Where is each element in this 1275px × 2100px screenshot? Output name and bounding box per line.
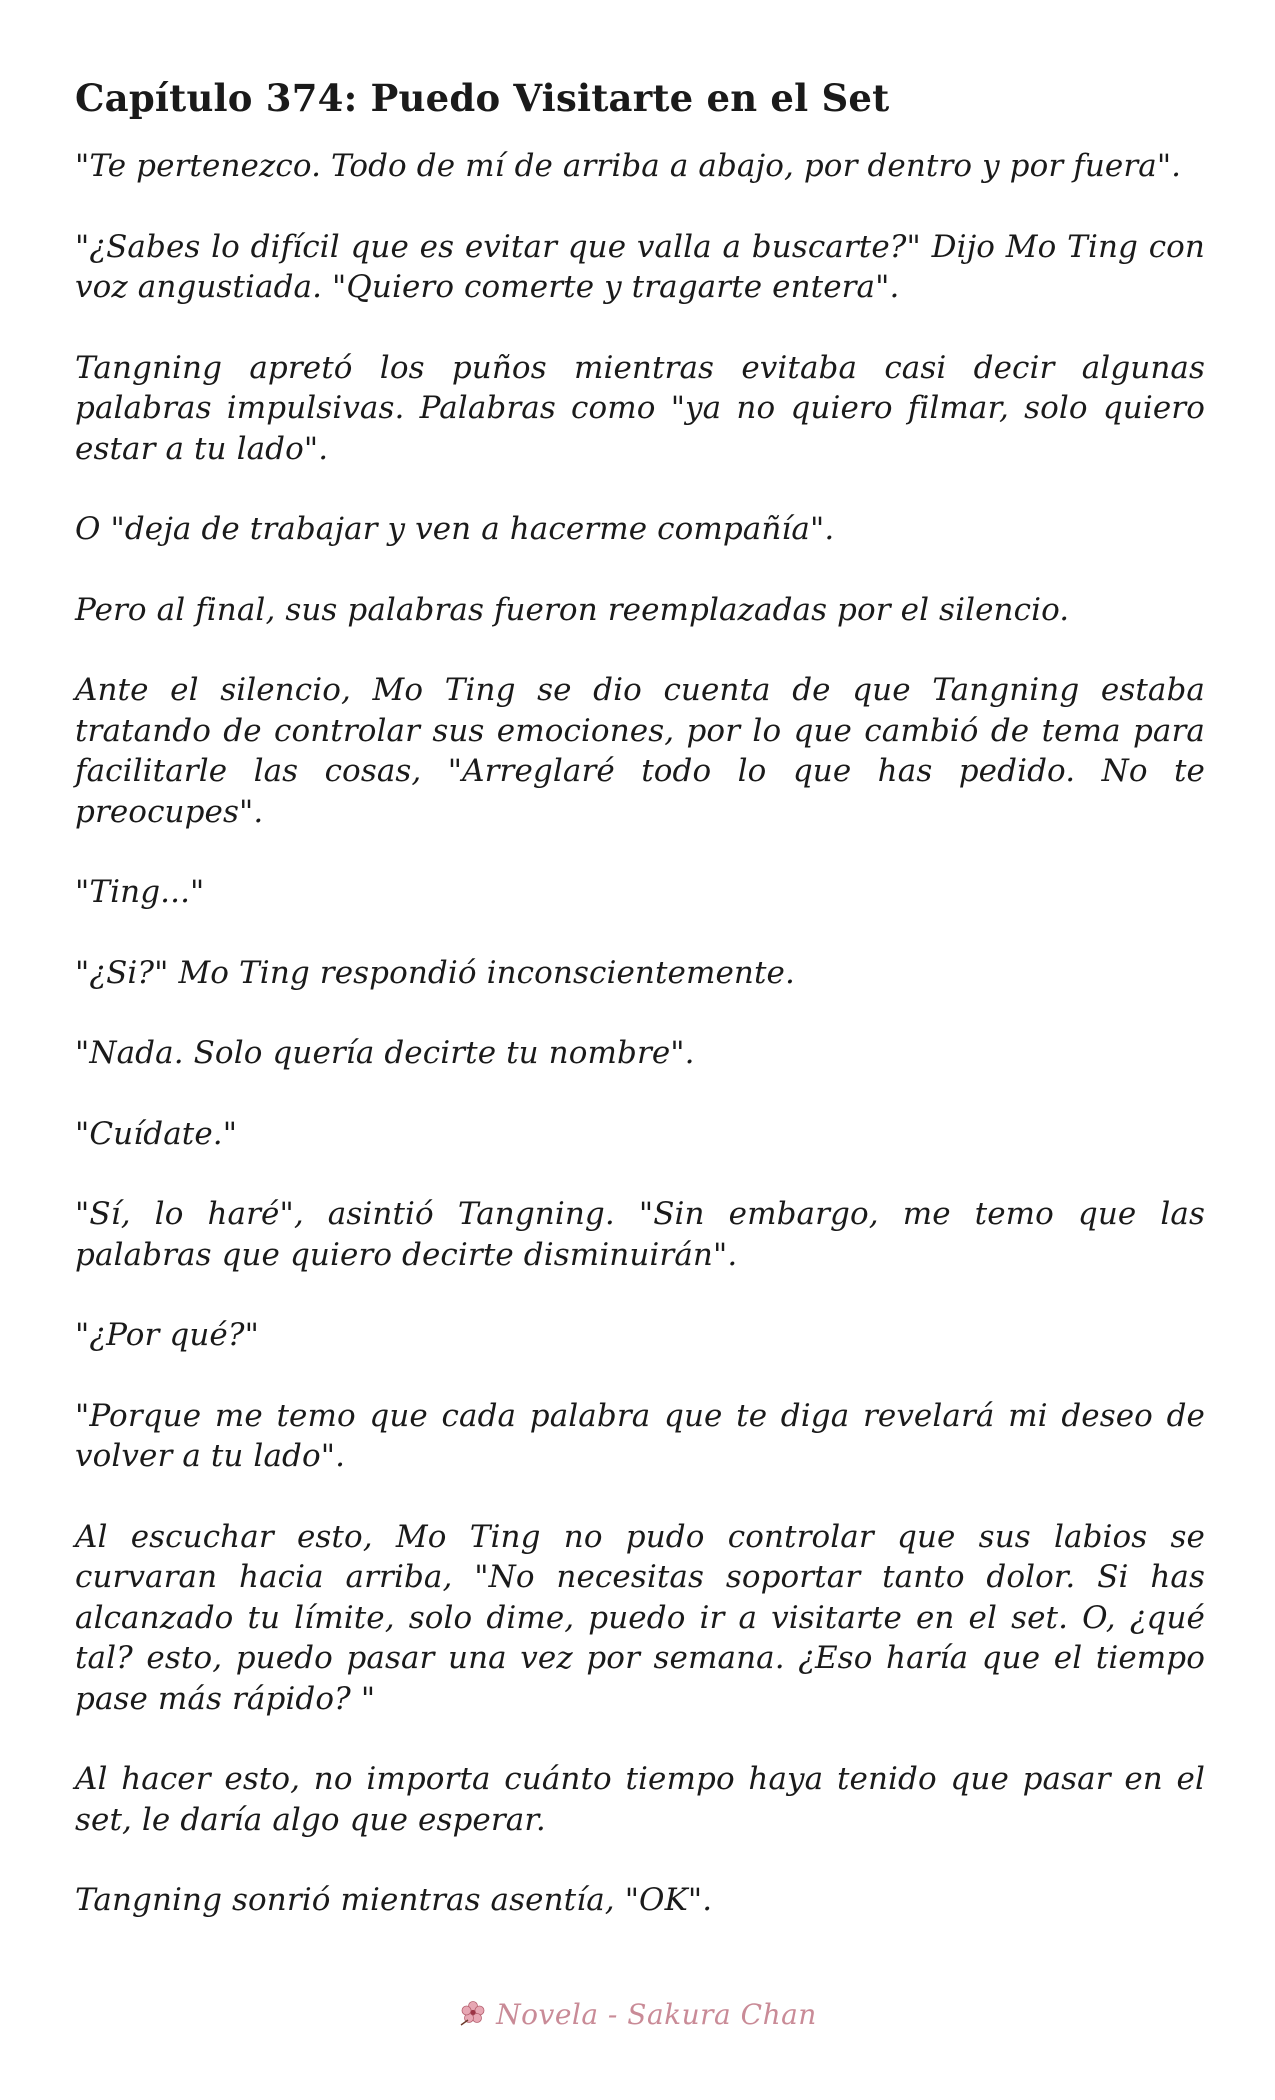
paragraph: Tangning sonrió mientras asentía, "OK". [75,1882,713,1918]
paragraph: O "deja de trabajar y ven a hacerme compañía". [75,511,835,547]
paragraph: "¿Por qué?" [75,1317,259,1353]
paragraph: "Nada. Solo quería decirte tu nombre". [75,1035,695,1071]
paragraph: "Cuídate." [75,1115,238,1152]
paragraph: Al hacer esto, no importa cuánto tiempo haya tenido que pasar en el set, le daría algo que esperar. [75,1761,1205,1838]
paragraph: Al escuchar esto, Mo Ting no pudo controlar que sus labios se curvaran hacia arriba, "No necesitas soportar tanto dolor. Si has alcanzado tu límite, solo dime, puedo ir a visitarte en el set. O, ¿qué tal? esto, puedo pasar una vez por semana. ¿Eso haría que el tiempo pase más rápido? " [75,1518,1205,1717]
paragraph: "Sí, lo haré", asintió Tangning. "Sin embargo, me temo que las palabras que quiero decirte disminuirán". [75,1196,1205,1273]
paragraph: Pero al final, sus palabras fueron reemplazadas por el silencio. [75,591,1070,628]
paragraph: "Ting..." [75,874,205,910]
paragraph: "Porque me temo que cada palabra que te diga revelará mi deseo de volver a tu lado". [75,1397,1205,1474]
watermark [0,1998,1275,2031]
chapter-title: Capítulo 374: Puedo Visitarte en el Set [75,76,890,120]
paragraph: Ante el silencio, Mo Ting se dio cuenta de que Tangning estaba tratando de controlar sus emociones, por lo que cambió de tema para facilitarle las cosas, "Arreglaré todo lo que has pedido. No te preocupes". [75,672,1205,830]
paragraph: Tangning apretó los puños mientras evitaba casi decir algunas palabras impulsivas. Palabras como "ya no quiero filmar, solo quiero estar a tu lado". [75,349,1205,467]
watermark-text: Novela - Sakura Chan [496,1998,817,2031]
paragraph: "Te pertenezco. Todo de mí de arriba a abajo, por dentro y por fuera". [75,148,1182,184]
chapter-page [75,68,1205,1961]
chapter-body [75,146,1205,1921]
paragraph: "¿Sabes lo difícil que es evitar que valla a buscarte?" Dijo Mo Ting con voz angustiada. "Quiero comerte y tragarte entera". [75,228,1205,305]
sakura-blossom-icon [458,1998,488,2028]
paragraph: "¿Si?" Mo Ting respondió inconscientemente. [75,954,795,991]
